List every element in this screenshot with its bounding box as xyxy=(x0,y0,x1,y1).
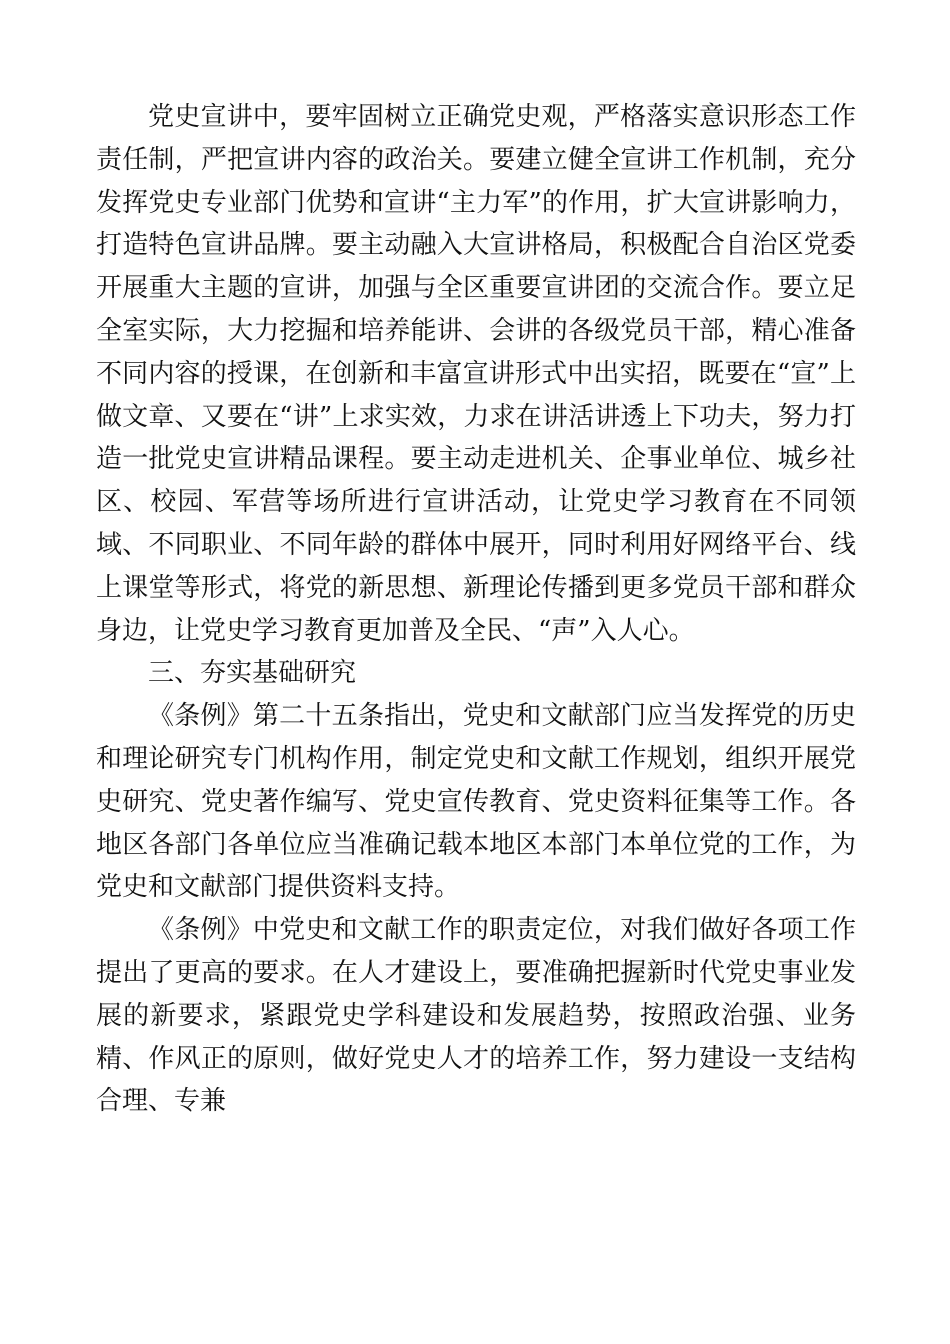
section-heading-3: 三、夯实基础研究 xyxy=(148,658,357,689)
paragraph-duty-positioning: 《条例》中党史和文献工作的职责定位，对我们做好各项工作提出了更高的要求。在人才建设上，要准确把握新时代党史事业发展的新要求，紧跟党史学科建设和发展趋势，按照政治强、业务精、作风正的原则，做好党史人才的培养工作，努力建设一支结构合理、专兼 xyxy=(96,915,856,1117)
document-page xyxy=(96,96,856,1123)
paragraph-propaganda: 党史宣讲中，要牢固树立正确党史观，严格落实意识形态工作责任制，严把宣讲内容的政治关。要建立健全宣讲工作机制，充分发挥党史专业部门优势和宣讲“主力军”的作用，扩大宣讲影响力，打造特色宣讲品牌。要主动融入大宣讲格局，积极配合自治区党委开展重大主题的宣讲，加强与全区重要宣讲团的交流合作。要立足全室实际，大力挖掘和培养能讲、会讲的各级党员干部，精心准备不同内容的授课，在创新和丰富宣讲形式中出实招，既要在“宣”上做文章、又要在“讲”上求实效，力求在讲活讲透上下功夫，努力打造一批党史宣讲精品课程。要主动走进机关、企事业单位、城乡社区、校园、军营等场所进行宣讲活动，让党史学习教育在不同领域、不同职业、不同年龄的群体中展开，同时利用好网络平台、线上课堂等形式，将党的新思想、新理论传播到更多党员干部和群众身边，让党史学习教育更加普及全民、“声”入人心。 xyxy=(96,102,856,646)
paragraph-regulation-article-25: 《条例》第二十五条指出，党史和文献部门应当发挥党的历史和理论研究专门机构作用，制定党史和文献工作规划，组织开展党史研究、党史著作编写、党史宣传教育、党史资料征集等工作。各地区各部门各单位应当准确记载本地区本部门本单位党的工作，为党史和文献部门提供资料支持。 xyxy=(96,701,856,903)
